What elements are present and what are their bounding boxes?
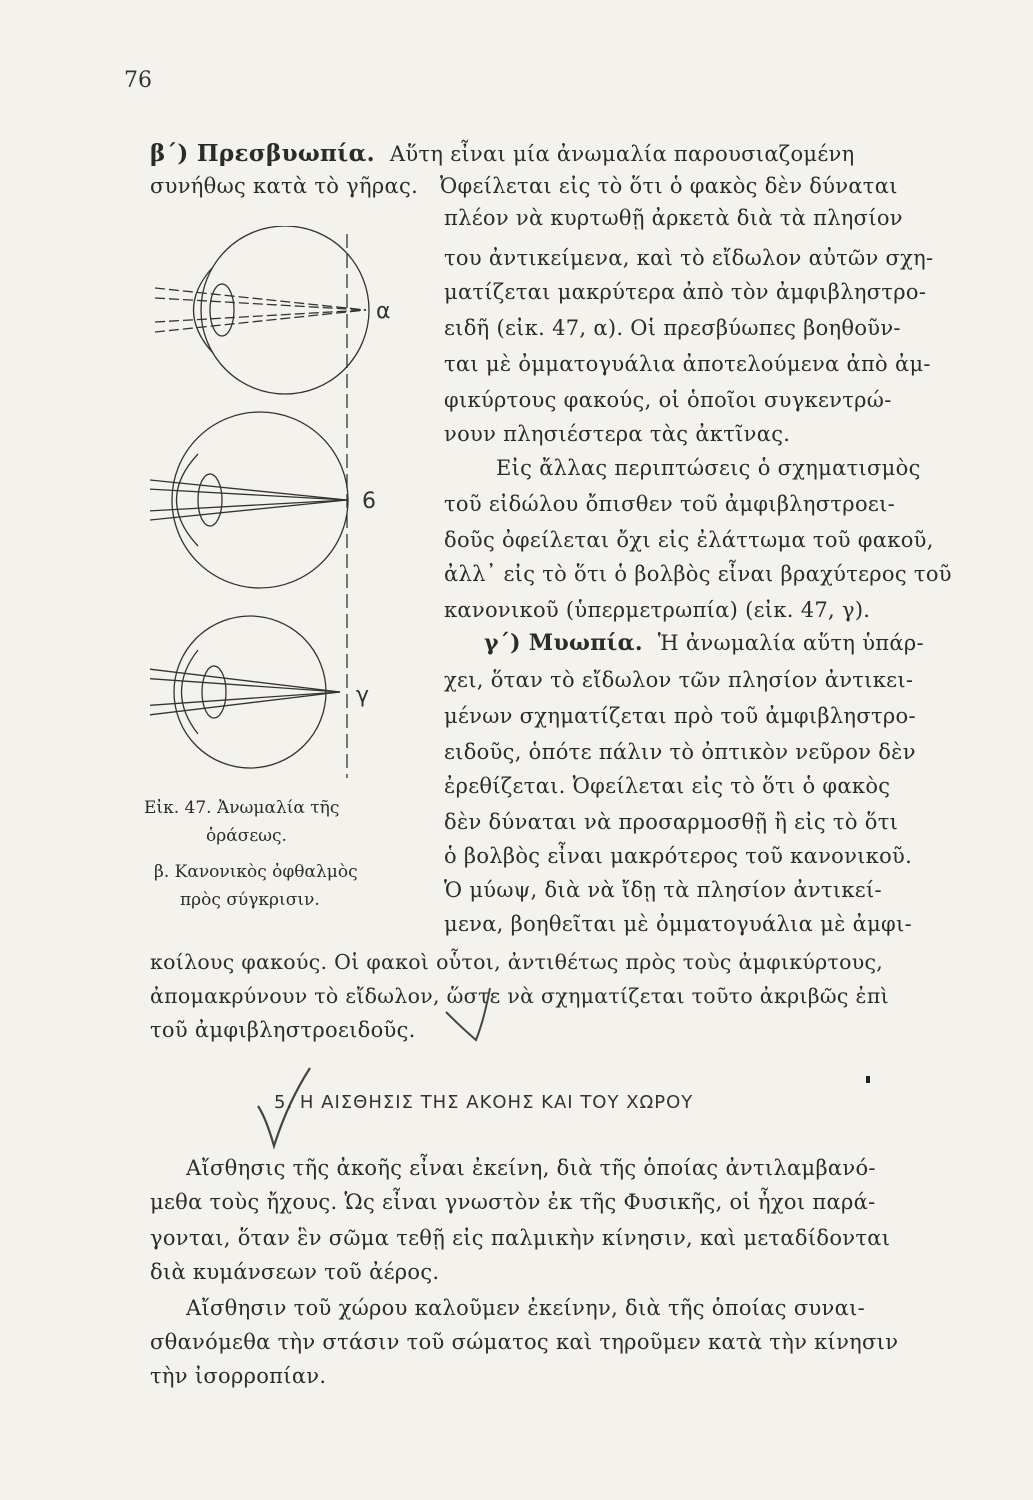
stray-mark — [866, 1076, 870, 1083]
text-line: μεθα τοὺς ἤχους. Ὡς εἶναι γνωστὸν ἐκ τῆς Φυσικῆς, οἱ ἦχοι παρά- — [150, 1190, 876, 1214]
eye-hyperopia — [150, 616, 340, 768]
eye-presbyopia — [155, 226, 369, 394]
text-line: πλέον νὰ κυρτωθῇ ἀρκετὰ διὰ τὰ πλησίον — [444, 206, 903, 230]
cornea-curve — [177, 454, 199, 546]
text-line: σθανόμεθα τὴν στάσιν τοῦ σώματος καὶ τηροῦμεν κατὰ τὴν κίνησιν — [150, 1330, 899, 1354]
text-line: φικύρτους φακούς, οἱ ὁποῖοι συγκεντρώ- — [444, 388, 892, 412]
text-line: Εἰς ἄλλας περιπτώσεις ὁ σχηματισμὸς — [496, 456, 921, 480]
figure-caption-line: ὁράσεως. — [206, 826, 287, 846]
eye-normal — [150, 412, 348, 588]
text-line: ειδῆ (εἰκ. 47, α). Οἱ πρεσβύωπες βοηθοῦν- — [444, 316, 901, 340]
eye-label-a: α — [376, 299, 391, 324]
section-heading: 5. Η ΑΙΣΘΗΣΙΣ ΤΗΣ ΑΚΟΗΣ ΚΑΙ ΤΟΥ ΧΩΡΟΥ — [274, 1092, 694, 1113]
presbyopia-first-line — [150, 140, 855, 167]
text-line: ἐρεθίζεται. Ὀφείλεται εἰς τὸ ὅτι ὁ φακὸς — [444, 774, 891, 798]
eyeball-outline — [201, 226, 369, 394]
text-line: χει, ὅταν τὸ εἴδωλον τῶν πλησίον ἀντικει- — [444, 668, 914, 692]
text-line — [150, 174, 418, 198]
text-line: ειδοῦς, ὁπότε πάλιν τὸ ὀπτικὸν νεῦρον δὲν — [444, 740, 916, 764]
text-line: του ἀντικείμενα, καὶ τὸ εἴδωλον αὐτῶν σχη- — [444, 246, 934, 270]
figure-caption-line: β. Κανονικὸς ὀφθαλμὸς — [154, 862, 358, 882]
text-line: μένων σχηματίζεται πρὸ τοῦ ἀμφιβληστρο- — [444, 704, 916, 728]
text-line: τὴν ἰσορροπίαν. — [150, 1364, 327, 1388]
eye-diagram-figure — [150, 226, 400, 786]
text-line: κανονικοῦ (ὑπερμετρωπία) (εἰκ. 47, γ). — [444, 598, 871, 622]
myopia-first-line — [484, 630, 924, 656]
figure-caption-line: πρὸς σύγκρισιν. — [180, 890, 320, 910]
lens-shape — [198, 474, 222, 526]
text-line: γονται, ὅταν ἓν σῶμα τεθῇ εἰς παλμικὴν κίνησιν, καὶ μεταδίδονται — [150, 1226, 891, 1250]
text-line: μενα, βοηθεῖται μὲ ὀμματογυάλια μὲ ἀμφι- — [444, 912, 912, 936]
text-line: Αἴσθησις τῆς ἀκοῆς εἶναι ἐκείνη, διὰ τῆς ὁποίας ἀντιλαμβανό- — [186, 1156, 876, 1180]
presbyopia-heading: β΄) Πρεσβυωπία. — [150, 140, 375, 167]
text-line: Αὕτη εἶναι μία ἀνωμαλία παρουσιαζομένη — [389, 142, 855, 166]
cornea-curve — [194, 268, 213, 352]
text-line: δοῦς ὀφείλεται ὄχι εἰς ἐλάττωμα τοῦ φακοῦ, — [444, 528, 934, 552]
text-line: Ὁ μύωψ, διὰ νὰ ἴδῃ τὰ πλησίον ἀντικεί- — [444, 878, 882, 902]
text-line: συνήθως κατὰ τὸ γῆρας. — [150, 174, 419, 198]
page-number: 76 — [124, 68, 152, 93]
text-line: ἀλλ᾽ εἰς τὸ ὅτι ὁ βολβὸς εἶναι βραχύτερος τοῦ — [444, 562, 952, 586]
eye-diagrams — [150, 226, 400, 786]
text-line: Ὀφείλεται εἰς τὸ ὅτι ὁ φακὸς δὲν δύναται — [440, 174, 898, 198]
text-line: τοῦ ἀμφιβληστροειδοῦς. — [150, 1018, 416, 1042]
myopia-heading: γ΄) Μυωπία. — [484, 630, 643, 656]
text-line: ὁ βολβὸς εἶναι μακρότερος τοῦ κανονικοῦ. — [444, 844, 913, 868]
text-line: δὲν δύναται νὰ προσαρμοσθῇ ἢ εἰς τὸ ὅτι — [444, 810, 899, 834]
eyeball-outline — [174, 616, 326, 768]
eye-label-c: γ — [356, 683, 370, 708]
text-line: διὰ κυμάνσεων τοῦ ἀέρος. — [150, 1260, 440, 1284]
text-line: ἀπομακρύνουν τὸ εἴδωλον, ὥστε νὰ σχηματίζεται τοῦτο ἀκριβῶς ἐπὶ — [150, 984, 889, 1008]
lens-shape — [210, 284, 234, 336]
text-line: νουν πλησιέστερα τὰς ἀκτῖνας. — [444, 422, 791, 446]
text-line: Ἡ ἀνωμαλία αὕτη ὑπάρ- — [657, 631, 924, 655]
cornea-curve — [182, 650, 199, 734]
text-line: τοῦ εἰδώλου ὄπισθεν τοῦ ἀμφιβληστροει- — [444, 492, 896, 516]
text-line: κοίλους φακούς. Οἱ φακοὶ οὗτοι, ἀντιθέτως πρὸς τοὺς ἀμφικύρτους, — [150, 950, 884, 974]
text-line: ται μὲ ὀμματογυάλια ἀποτελούμενα ἀπὸ ἀμ- — [444, 352, 931, 376]
text-line: ματίζεται μακρύτερα ἀπὸ τὸν ἀμφιβληστρο- — [444, 280, 927, 304]
pencil-check-mark — [440, 980, 520, 1050]
lens-shape — [202, 666, 226, 718]
text-line: Αἴσθησιν τοῦ χώρου καλοῦμεν ἐκείνην, διὰ τῆς ὁποίας συναι- — [186, 1296, 866, 1320]
eye-label-b: 6 — [362, 489, 376, 514]
figure-caption-line: Εἰκ. 47. Ἀνωμαλία τῆς — [144, 798, 340, 818]
